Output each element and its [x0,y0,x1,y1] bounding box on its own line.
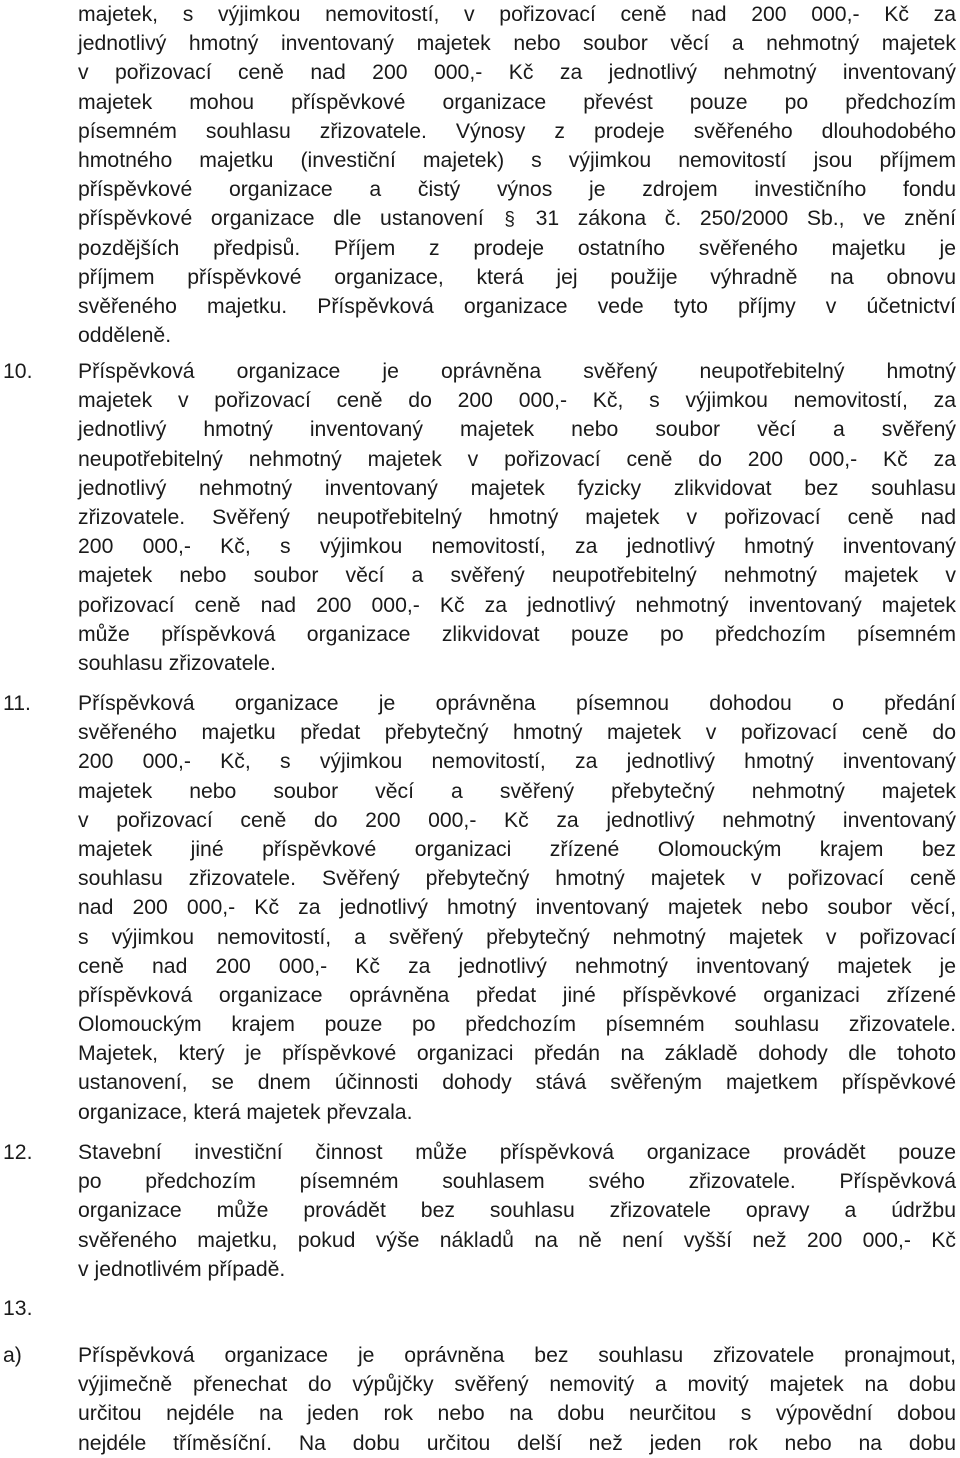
text-line: svěřeného majetku předat přebytečný hmotný majetek v pořizovací ceně do [78,721,956,745]
text-line: majetek jiné příspěvkové organizaci zřízené Olomouckým krajem bez [78,837,956,861]
text-line: majetek mohou příspěvkové organizace převést pouze po předchozím [78,90,956,114]
paragraph-item-11 [78,689,956,1127]
text-line: Příspěvková organizace je oprávněna bez souhlasu zřizovatele pronajmout, [78,1344,956,1367]
text-line: 200 000,- Kč, s výjimkou nemovitostí, za jednotlivý hmotný inventovaný [78,535,956,559]
section-sign: § [504,209,515,231]
text-line: ustanovení, se dnem účinnosti dohody stává svěřeným majetkem příspěvkové [78,1071,956,1095]
text-line: majetek v pořizovací ceně do 200 000,- Kč, s výjimkou nemovitostí, za [78,389,956,413]
text-line: příspěvkové organizace a čistý výnos je zdrojem investičního fondu [78,178,956,202]
text-line: Majetek, který je příspěvkové organizaci předán na základě dohody dle tohoto [78,1042,956,1066]
text-line: majetek nebo soubor věcí a svěřený přebytečný nehmotný majetek [78,779,956,803]
text-line: Stavební investiční činnost může příspěvková organizace provádět pouze [78,1141,956,1164]
text-line: souhlasu zřizovatele. [78,651,276,675]
item-number-13: 13. [3,1297,33,1320]
item-number-10: 10. [3,360,33,383]
text-fragment: příspěvkové organizace dle ustanovení [78,207,484,231]
text-line: písemném souhlasu zřizovatele. Výnosy z prodeje svěřeného dlouhodobého [78,119,956,143]
text-line: Příspěvková organizace je oprávněna písemnou dohodou o předání [78,692,956,715]
text-fragment: 31 zákona č. 250/2000 Sb., ve znění [535,207,956,231]
text-line: s výjimkou nemovitostí, a svěřený přebytečný nehmotný majetek v pořizovací [78,925,956,949]
text-line: nejdéle tříměsíční. Na dobu určitou delší než jeden rok nebo na dobu [78,1431,956,1455]
text-line: zřizovatele. Svěřený neupotřebitelný hmotný majetek v pořizovací ceně nad [78,505,956,529]
paragraph-item-12 [78,1138,956,1284]
text-line-with-section-reference [78,204,956,233]
text-line: souhlasu zřizovatele. Svěřený přebytečný hmotný majetek v pořizovací ceně [78,867,956,891]
text-line: ceně nad 200 000,- Kč za jednotlivý nehmotný inventovaný majetek je [78,954,956,978]
text-line: svěřeného majetku, pokud výše nákladů na ně není vyšší než 200 000,- Kč [78,1228,956,1252]
paragraph-item-10 [78,357,956,678]
text-line: příspěvková organizace oprávněna předat jiné příspěvkové organizaci zřízené [78,983,956,1007]
text-line: pořizovací ceně nad 200 000,- Kč za jednotlivý nehmotný inventovaný majetek [78,593,956,617]
item-number-11: 11. [3,692,31,715]
text-line: po předchozím písemném souhlasem svého zřizovatele. Příspěvková [78,1170,956,1194]
text-line: jednotlivý hmotný inventovaný majetek nebo soubor věcí a svěřený [78,418,956,442]
paragraph-item-13a [78,1341,956,1458]
text-line: hmotného majetku (investiční majetek) s výjimkou nemovitostí jsou příjmem [78,148,956,172]
text-line: 200 000,- Kč, s výjimkou nemovitostí, za jednotlivý hmotný inventovaný [78,750,956,774]
text-line: jednotlivý nehmotný inventovaný majetek fyzicky zlikvidovat bez souhlasu [78,476,956,500]
text-line: organizace, která majetek převzala. [78,1100,413,1124]
text-line: neupotřebitelný nehmotný majetek v pořizovací ceně do 200 000,- Kč za [78,447,956,471]
subitem-label-a: a) [3,1344,22,1367]
text-line: nad 200 000,- Kč za jednotlivý hmotný inventovaný majetek nebo soubor věcí, [78,896,956,920]
text-line: v pořizovací ceně nad 200 000,- Kč za jednotlivý nehmotný inventovaný [78,61,956,85]
text-line: výjimečně přenechat do výpůjčky svěřený nemovitý a movitý majetek na dobu [78,1373,956,1397]
text-line: Příspěvková organizace je oprávněna svěřený neupotřebitelný hmotný [78,360,956,383]
text-line: příjmem příspěvkové organizace, která jej použije výhradně na obnovu [78,265,956,289]
text-line: svěřeného majetku. Příspěvková organizace vede tyto příjmy v účetnictví [78,294,956,318]
text-line: majetek, s výjimkou nemovitostí, v pořizovací ceně nad 200 000,- Kč za [78,3,956,26]
text-line: může příspěvková organizace zlikvidovat pouze po předchozím písemném [78,622,956,646]
text-line: jednotlivý hmotný inventovaný majetek nebo soubor věcí a nehmotný majetek [78,32,956,56]
text-line: určitou nejdéle na jeden rok nebo na dobu neurčitou s výpovědní dobou [78,1402,956,1426]
text-line: majetek nebo soubor věcí a svěřený neupotřebitelný nehmotný majetek v [78,564,956,588]
text-line: v jednotlivém případě. [78,1257,286,1281]
item-number-12: 12. [3,1141,33,1164]
text-line: organizace může provádět bez souhlasu zřizovatele opravy a údržbu [78,1199,956,1223]
text-line: v pořizovací ceně do 200 000,- Kč za jednotlivý nehmotný inventovaný [78,808,956,832]
text-line: pozdějších předpisů. Příjem z prodeje ostatního svěřeného majetku je [78,236,956,260]
paragraph-item-9-continuation [78,0,956,350]
text-line: odděleně. [78,324,172,348]
text-line: Olomouckým krajem pouze po předchozím písemném souhlasu zřizovatele. [78,1013,956,1037]
